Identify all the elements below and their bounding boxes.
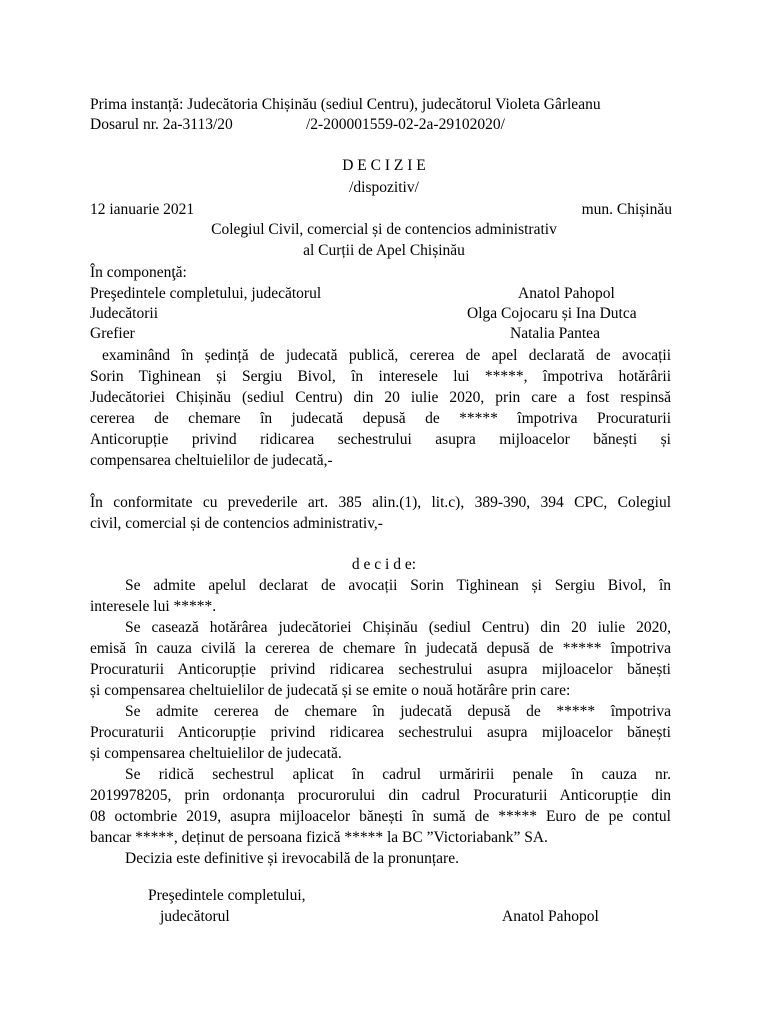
examining-line: cererea de chemare în judecată depusă de ***** împotriva Procuraturii: [90, 410, 671, 427]
decision-line: Se admite apelul declarat de avocații Sorin Tighinean și Sergiu Bivol, în: [125, 577, 671, 594]
document-title: D E C I Z I E: [342, 157, 426, 174]
signature-title: Preşedintele completului,: [148, 887, 306, 904]
signature-name: Anatol Pahopol: [502, 908, 599, 925]
decision-line: Se admite cererea de chemare în judecată depusă de ***** împotriva: [125, 703, 671, 720]
examining-line: examinând în ședință de judecată publică, cererea de apel declarată de avocații: [102, 347, 671, 364]
court-line-1: Colegiul Civil, comercial și de contencios administrativ: [211, 221, 557, 238]
composition-name: Olga Cojocaru și Ina Dutca: [467, 305, 637, 322]
conformity-line: În conformitate cu prevederile art. 385 alin.(1), lit.c), 389-390, 394 CPC, Colegiul: [90, 494, 671, 511]
examining-line: Anticorupție privind ridicarea sechestrului asupra mijloacelor bănești și: [90, 431, 671, 448]
decision-line: bancar *****, deținut de persoana fizică ***** la BC ”Victoriabank” SA.: [90, 829, 548, 846]
decision-line: și compensarea cheltuielilor de judecată.: [90, 745, 342, 762]
case-number: Dosarul nr. 2a-3113/20: [90, 116, 233, 133]
composition-role: Preşedintele completului, judecătorul: [90, 285, 322, 302]
decision-line: Procuraturii Anticorupție privind ridicarea sechestrului asupra mijloacelor bănești: [90, 661, 671, 678]
decision-line: Se ridică sechestrul aplicat în cadrul urmăririi penale în cauza nr.: [125, 766, 671, 783]
decision-line: Se casează hotărârea judecătoriei Chișinău (sediul Centru) din 20 iulie 2020,: [125, 619, 671, 636]
composition-role: Grefier: [90, 325, 135, 342]
examining-line: compensarea cheltuielilor de judecată,-: [90, 452, 333, 469]
composition-name: Anatol Pahopol: [518, 285, 615, 302]
decides-heading: d e c i d e:: [351, 556, 417, 573]
decision-line: interesele lui *****.: [90, 598, 217, 615]
composition-heading: În componenţă:: [90, 264, 187, 281]
decision-date: 12 ianuarie 2021: [90, 201, 195, 218]
composition-name: Natalia Pantea: [510, 325, 600, 342]
conformity-line: civil, comercial și de contencios administrativ,-: [90, 515, 383, 532]
composition-role: Judecătorii: [90, 305, 159, 322]
decision-line: 2019978205, prin ordonanța procurorului din cadrul Procuraturii Anticorupție din: [90, 787, 671, 804]
examining-line: Sorin Tighinean și Sergiu Bivol, în interesele lui *****, împotriva hotărârii: [90, 368, 671, 385]
signature-role: judecătorul: [160, 908, 230, 925]
case-code: /2-200001559-02-2a-29102020/: [306, 116, 505, 133]
examining-line: Judecătoriei Chișinău (sediul Centru) din 20 iulie 2020, prin care a fost respinsă: [90, 389, 671, 406]
decision-line: Decizia este definitive și irevocabilă de la pronunțare.: [125, 850, 459, 867]
decision-place: mun. Chișinău: [581, 201, 672, 218]
decision-line: emisă în cauza civilă la cererea de chemare în judecată depusă de ***** împotriva: [90, 640, 671, 657]
decision-line: 08 octombrie 2019, asupra mijloacelor bănești în sumă de ***** Euro de pe contul: [90, 808, 671, 825]
first-instance-line: Prima instanță: Judecătoria Chișinău (sediul Centru), judecătorul Violeta Gârleanu: [90, 96, 601, 113]
decision-line: și compensarea cheltuielilor de judecată și se emite o nouă hotărâre prin care:: [90, 682, 571, 699]
document-subtitle: /dispozitiv/: [349, 179, 419, 196]
court-line-2: al Curții de Apel Chișinău: [303, 242, 465, 259]
decision-line: Procuraturii Anticorupție privind ridicarea sechestrului asupra mijloacelor bănești: [90, 724, 671, 741]
